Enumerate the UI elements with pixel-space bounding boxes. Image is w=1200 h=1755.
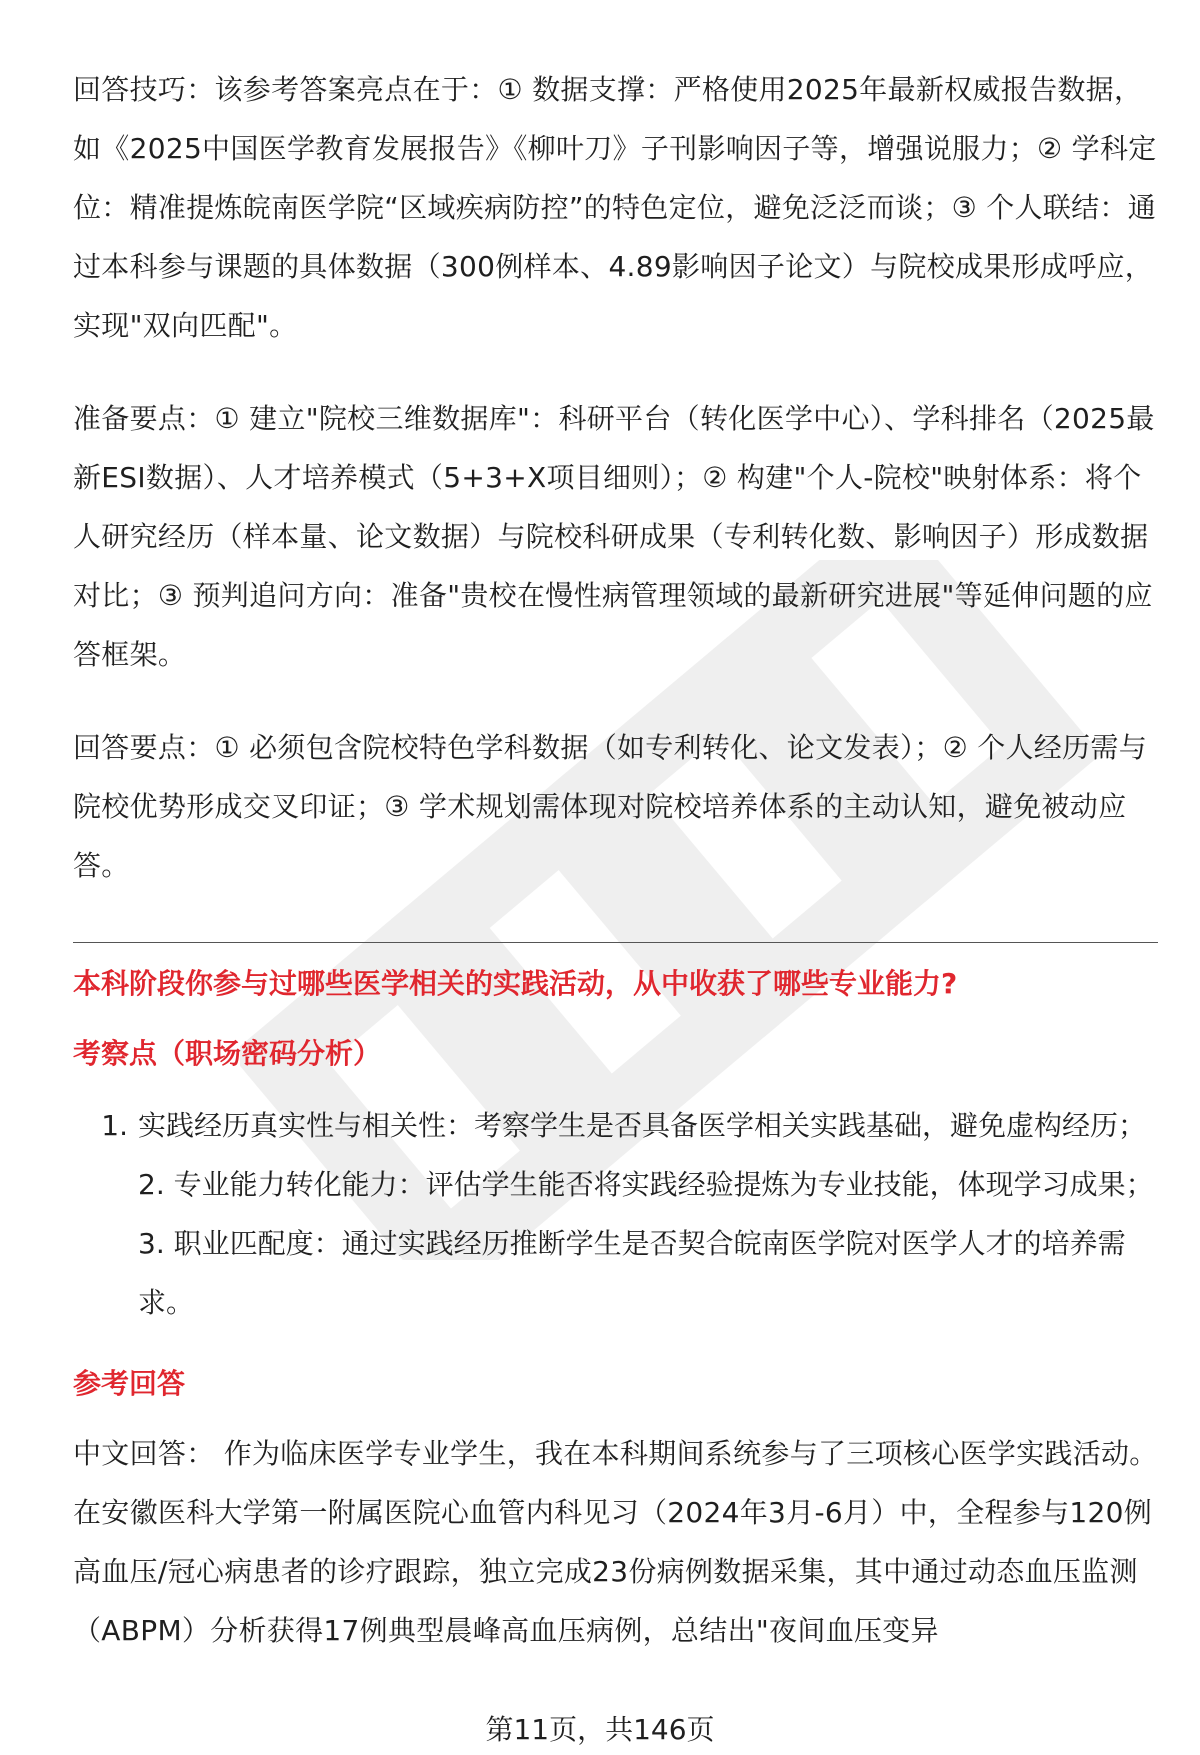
answer-tips-paragraph: 回答技巧：该参考答案亮点在于：① 数据支撑：严格使用2025年最新权威报告数据，如《2025中国医学教育发展报告》《柳叶刀》子刊影响因子等，增强说服力；② 学科定位：精准提炼皖南医学院“区域疾病防控”的特色定位，避免泛泛而谈；③ 个人联结：通过本科参与课题的具体数据（300例样本、4.89影响因子论文）与院校成果形成呼应，实现"双向匹配"。	[73, 73, 1157, 342]
list-item	[73, 1096, 1158, 1332]
list-item-text: 实践经历真实性与相关性：考察学生是否具备医学相关实践基础，避免虚构经历；2. 专业能力转化能力：评估学生能否将实践经验提炼为专业技能，体现学习成果；3. 职业匹配度：通过实践经历推断学生是否契合皖南医学院对医学人才的培养需求。	[138, 1109, 1154, 1319]
reference-answer-heading: 参考回答	[73, 1367, 186, 1400]
prep-points-paragraph: 准备要点：① 建立"院校三维数据库"：科研平台（转化医学中心）、学科排名（2025最新ESI数据）、人才培养模式（5+3+X项目细则）；② 构建"个人-院校"映射体系：将个人研究经历（样本量、论文数据）与院校科研成果（专利转化数、影响因子）形成数据对比；③ 预判追问方向：准备"贵校在慢性病管理领域的最新研究进展"等延伸问题的应答框架。	[73, 402, 1155, 671]
exam-points-list	[73, 1096, 1158, 1332]
question-heading: 本科阶段你参与过哪些医学相关的实践活动，从中收获了哪些专业能力?	[73, 967, 958, 1000]
document-page	[73, 60, 1158, 1660]
answer-points-paragraph: 回答要点：① 必须包含院校特色学科数据（如专利转化、论文发表）；② 个人经历需与院校优势形成交叉印证；③ 学术规划需体现对院校培养体系的主动认知，避免被动应答。	[73, 731, 1148, 882]
list-item-number: 1.	[101, 1109, 128, 1142]
page-footer: 第11页，共146页	[485, 1713, 715, 1746]
section-divider	[73, 942, 1158, 943]
chinese-answer-paragraph: 中文回答： 作为临床医学专业学生，我在本科期间系统参与了三项核心医学实践活动。在安徽医科大学第一附属医院心血管内科见习（2024年3月-6月）中，全程参与120例高血压/冠心病患者的诊疗跟踪，独立完成23份病例数据采集，其中通过动态血压监测（ABPM）分析获得17例典型晨峰高血压病例，总结出"夜间血压变异	[73, 1437, 1158, 1647]
exam-point-heading: 考察点（职场密码分析）	[73, 1037, 382, 1070]
